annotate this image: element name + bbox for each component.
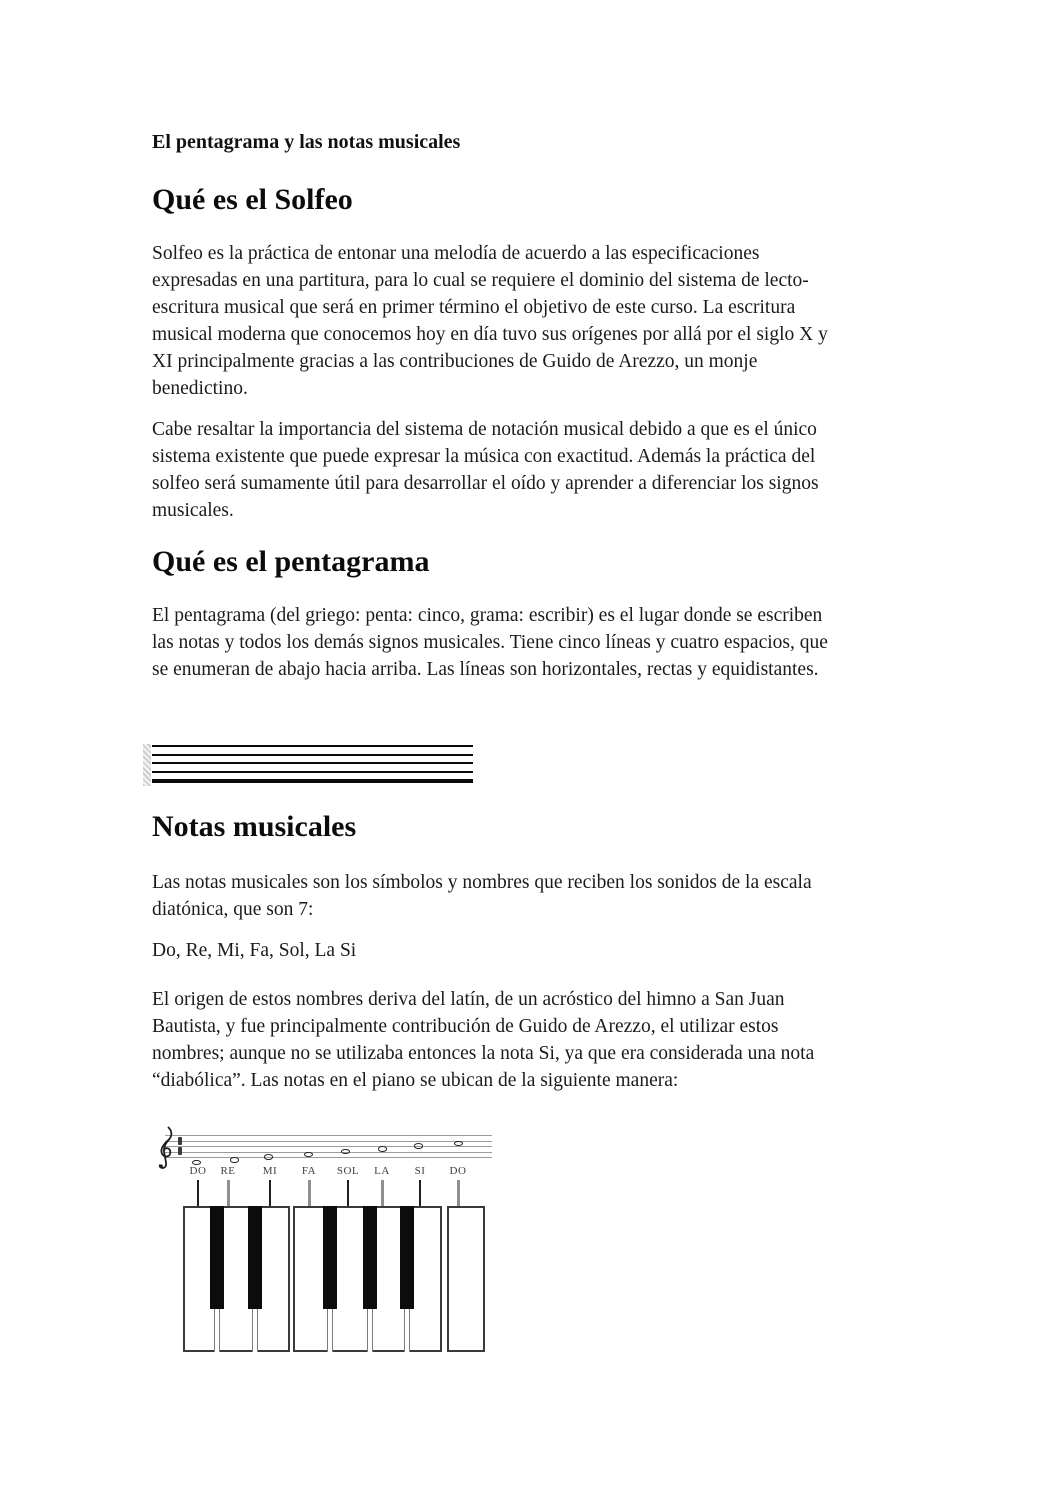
staff-line (152, 762, 473, 764)
whole-note-fa (304, 1152, 313, 1158)
white-key-divider (404, 1309, 410, 1352)
note-label-do-high: DO (449, 1165, 467, 1177)
whole-note-re (230, 1157, 239, 1163)
text-line: diatónica, que son 7: (152, 899, 314, 920)
whole-note-sol (341, 1149, 350, 1155)
whole-note-la (378, 1146, 387, 1152)
text-line: “diabólica”. Las notas en el piano se ubican de la siguiente manera: (152, 1070, 679, 1091)
paragraph-notas-1 (152, 869, 912, 923)
note-label-mi: MI (262, 1165, 278, 1177)
paragraph-solfeo-1 (152, 240, 912, 402)
text-line: El origen de estos nombres deriva del latín, de un acróstico del himno a San Juan (152, 989, 785, 1010)
text-line: musicales. (152, 500, 234, 521)
staff-line (165, 1152, 492, 1153)
document-title: El pentagrama y las notas musicales (152, 131, 461, 153)
text-line: se enumeran de abajo hacia arriba. Las líneas son horizontales, rectas y equidistantes. (152, 659, 819, 680)
paragraph-solfeo-2 (152, 416, 912, 524)
time-signature-mark (178, 1137, 182, 1157)
text-line: musical moderna que conocemos hoy en día tuvo sus orígenes por allá por el siglo X y (152, 324, 828, 345)
keyboard-group-do-high (447, 1206, 485, 1352)
white-key-divider (252, 1309, 258, 1352)
staff-line (152, 779, 473, 783)
piano-diagram (158, 1126, 502, 1358)
staff-line (152, 745, 473, 747)
heading-notas-musicales: Notas musicales (152, 810, 357, 843)
whole-note-mi (264, 1154, 273, 1160)
note-names-line (152, 937, 912, 964)
white-key-divider (367, 1309, 373, 1352)
whole-note-si (414, 1143, 423, 1149)
pentagrama-staff-image (143, 745, 483, 787)
keyboard-group-do-re-mi (183, 1206, 290, 1352)
staff-line (152, 754, 473, 756)
note-label-fa: FA (301, 1165, 317, 1177)
text-line: benedictino. (152, 378, 248, 399)
staff-line (165, 1135, 492, 1136)
note-label-re: RE (220, 1165, 236, 1177)
whole-note-do-high (454, 1141, 463, 1147)
text-line: sistema existente que puede expresar la música con exactitud. Además la práctica del (152, 446, 816, 467)
paragraph-notas-2 (152, 986, 912, 1094)
staff-line (165, 1141, 492, 1142)
black-key (210, 1206, 224, 1309)
note-label-la: LA (374, 1165, 390, 1177)
scan-edge-artifact (143, 744, 151, 786)
paragraph-pentagrama (152, 602, 912, 683)
staff-line (152, 771, 473, 773)
text-line: escritura musical que será en primer término el objetivo de este curso. La escritura (152, 297, 796, 318)
text-line: Bautista, y fue principalmente contribución de Guido de Arezzo, el utilizar estos (152, 1016, 779, 1037)
text-line: Do, Re, Mi, Fa, Sol, La Si (152, 940, 357, 961)
document-content (152, 130, 912, 1358)
text-line: solfeo será sumamente útil para desarrollar el oído y aprender a diferenciar los signos (152, 473, 819, 494)
white-key-divider (214, 1309, 220, 1352)
staff-line (165, 1157, 492, 1158)
text-line: expresadas en una partitura, para lo cual se requiere el dominio del sistema de lecto- (152, 270, 809, 291)
text-line: XI principalmente gracias a las contribuciones de Guido de Arezzo, un monje (152, 351, 758, 372)
note-label-si: SI (414, 1165, 426, 1177)
text-line: las notas y todos los demás signos musicales. Tiene cinco líneas y cuatro espacios, que (152, 632, 828, 653)
black-key (248, 1206, 262, 1309)
staff-line (165, 1146, 492, 1147)
note-label-do: DO (189, 1165, 207, 1177)
text-line: Cabe resaltar la importancia del sistema de notación musical debido a que es el único (152, 419, 817, 440)
white-key-divider (327, 1309, 333, 1352)
black-key (363, 1206, 377, 1309)
text-line: Solfeo es la práctica de entonar una melodía de acuerdo a las especificaciones (152, 243, 760, 264)
heading-que-es-el-pentagrama: Qué es el pentagrama (152, 545, 430, 578)
black-key (400, 1206, 414, 1309)
text-line: El pentagrama (del griego: penta: cinco, grama: escribir) es el lugar donde se escriben (152, 605, 823, 626)
black-key (323, 1206, 337, 1309)
text-line: Las notas musicales son los símbolos y nombres que reciben los sonidos de la escala (152, 872, 812, 893)
note-label-sol: SOL (336, 1165, 360, 1177)
text-line: nombres; aunque no se utilizaba entonces la nota Si, ya que era considerada una nota (152, 1043, 815, 1064)
heading-que-es-el-solfeo: Qué es el Solfeo (152, 183, 353, 216)
treble-clef-icon (156, 1126, 175, 1174)
